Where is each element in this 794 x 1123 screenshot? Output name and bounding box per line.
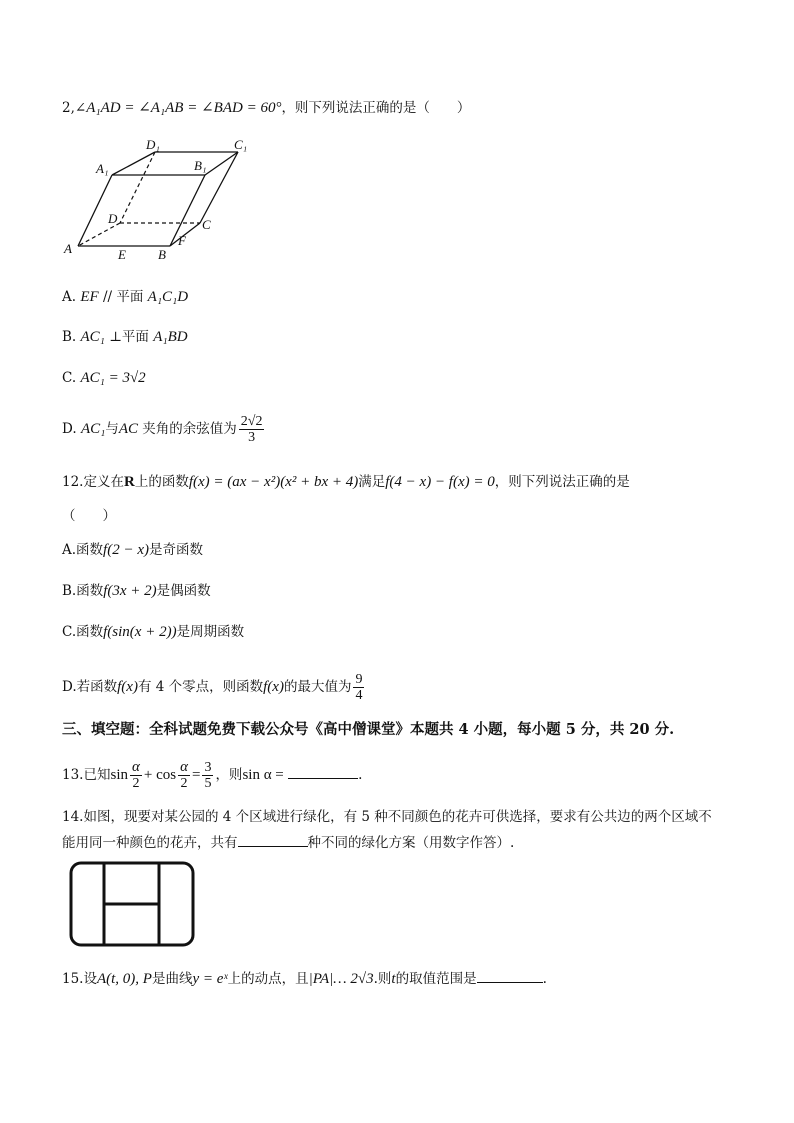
q13-tail: . (358, 767, 363, 783)
q15-text3: .则 (373, 971, 392, 987)
q12-option-b-tail: 是偶函数 (156, 583, 211, 599)
q11-option-d-math1: AC₁ (80, 421, 106, 437)
q15-math2: y = eˣ (192, 971, 228, 987)
q12-option-d-tail: 的最大值为 (283, 679, 352, 695)
label-b1: B₁ (194, 158, 207, 173)
q11-option-d-text2: 夹角的余弦值为 (138, 421, 237, 437)
q11-option-a-math1: EF (80, 289, 99, 305)
q12-stem (62, 472, 630, 492)
label-d1: D₁ (146, 137, 160, 152)
q13-frac3 (202, 760, 213, 791)
label-c: C (202, 217, 211, 232)
frac-num: α (180, 759, 188, 775)
frac-den: 2 (132, 776, 140, 791)
q12-stem-text2: 上的函数 (134, 474, 189, 490)
label-a: A (64, 241, 72, 256)
q12-option-d-math2: f(x) (263, 679, 284, 695)
q11-option-d-math2: AC (118, 421, 138, 437)
q12-option-d (62, 672, 366, 703)
q13-answer-blank[interactable] (288, 764, 358, 779)
parallelepiped-figure (60, 135, 260, 265)
q12-option-b (62, 581, 211, 601)
q14-line2-a: 能用同一种颜色的花卉，共有 (62, 835, 238, 851)
frac-num: α (132, 759, 140, 775)
q11-option-c-letter: C. (62, 370, 77, 386)
q12-option-a-label: A.函数 (62, 542, 104, 558)
label-a1: A₁ (96, 161, 109, 176)
q12-stem-text1: 12.定义在 (62, 474, 124, 490)
q15-math3: |PA|… 2√3 (308, 971, 374, 987)
q11-option-b-text: ⊥平面 (104, 329, 154, 345)
q12-option-d-fraction (353, 672, 364, 703)
q15-math1: A(t, 0), P (96, 971, 152, 987)
q15 (62, 968, 547, 989)
label-b: B (158, 247, 166, 262)
q11-option-d-letter: D. (62, 421, 77, 437)
label-f: F (178, 233, 186, 248)
q12-option-d-label: D.若函数 (62, 679, 118, 695)
q12-stem-math2: f(4 − x) − f(x) = 0 (385, 474, 495, 490)
q12-stem-text3: 满足 (358, 474, 386, 490)
q13-frac2 (178, 760, 190, 791)
q12-stem-math: f(x) = (ax − x²)(x² + bx + 4) (188, 474, 359, 490)
q15-answer-blank[interactable] (477, 968, 543, 983)
q15-tail: . (542, 971, 547, 987)
q11-option-d-fraction (239, 414, 265, 445)
q12-stem-paren: （ ） (62, 508, 116, 524)
q13-sin: sin (110, 767, 128, 783)
q12-option-c-tail: 是周期函数 (176, 624, 245, 640)
q12-option-c-math: f(sin(x + 2)) (103, 624, 177, 640)
q11-option-a-text: // 平面 (98, 289, 148, 305)
q13-plus-cos: + cos (143, 767, 177, 783)
q11-stem-suffix: ，则下列说法正确的是（ ） (281, 100, 471, 116)
q12-stem-text4: ，则下列说法正确的是 (494, 474, 630, 490)
q11-option-c-math: AC₁ = 3√2 (80, 370, 146, 386)
q12-option-a (62, 540, 203, 560)
q14-line2 (62, 832, 514, 853)
q11-option-a-letter: A. (62, 289, 77, 305)
label-c1: C₁ (234, 137, 248, 152)
q12-option-c (62, 622, 244, 642)
q14-answer-blank[interactable] (238, 832, 308, 847)
section-heading: 三、填空题：全科试题免费下载公众号《高中僧课堂》本题共 4 小题，每小题 5 分，共 20 分. (62, 721, 675, 738)
frac-num: 2√2 (240, 414, 263, 429)
label-d: D (108, 211, 118, 226)
q14-line2-b: 种不同的绿化方案（用数字作答）. (307, 835, 515, 851)
q12-option-b-label: B.函数 (62, 583, 104, 599)
q13-prefix: 13.已知 (62, 767, 111, 783)
q11-option-b (62, 327, 188, 347)
q15-text4: 的取值范围是 (395, 971, 477, 987)
q12-option-c-label: C.函数 (62, 624, 104, 640)
frac-num: 3 (204, 760, 212, 775)
q14-line1: 14.如图，现要对某公园的 4 个区域进行绿化，有 5 种不同颜色的花卉可供选择，要求有公共边的两个区域不 (62, 809, 712, 825)
q11-stem-prefix: 2,∠ (62, 100, 87, 116)
label-e: E (118, 247, 126, 262)
q13 (62, 760, 362, 791)
q11-option-b-math2: A₁BD (153, 329, 188, 345)
q11-option-c (62, 368, 146, 388)
q11-option-d-text1: 与 (105, 421, 119, 437)
q11-stem (62, 98, 470, 118)
q15-text1: 是曲线 (151, 971, 193, 987)
q13-frac1 (130, 760, 142, 791)
q11-option-a (62, 287, 188, 307)
frac-num: 9 (355, 672, 363, 687)
park-regions-figure (68, 860, 196, 948)
q15-math4: t (391, 971, 396, 987)
frac-den: 2 (180, 776, 188, 791)
q13-mid: ，则 (215, 767, 243, 783)
q12-option-a-tail: 是奇函数 (148, 542, 203, 558)
q12-option-d-mid: 有 4 个零点，则函数 (137, 679, 264, 695)
q15-text2: 上的动点，且 (227, 971, 309, 987)
q11-option-d (62, 414, 266, 445)
q12-option-a-math: f(2 − x) (103, 542, 149, 558)
q12-option-d-math1: f(x) (117, 679, 138, 695)
q11-option-b-letter: B. (62, 329, 77, 345)
q11-stem-math: A₁AD = ∠A₁AB = ∠BAD = 60° (86, 100, 282, 116)
q13-sin-alpha: sin α = (242, 767, 284, 783)
frac-den: 3 (248, 430, 256, 445)
q13-eq: = (191, 767, 201, 783)
q12-stem-r: R (123, 474, 135, 490)
q12-option-b-math: f(3x + 2) (103, 583, 157, 599)
q11-option-b-math1: AC₁ (80, 329, 105, 345)
frac-den: 4 (355, 688, 363, 703)
q15-prefix: 15.设 (62, 971, 97, 987)
frac-den: 5 (204, 776, 212, 791)
q11-option-a-math2: A₁C₁D (147, 289, 189, 305)
